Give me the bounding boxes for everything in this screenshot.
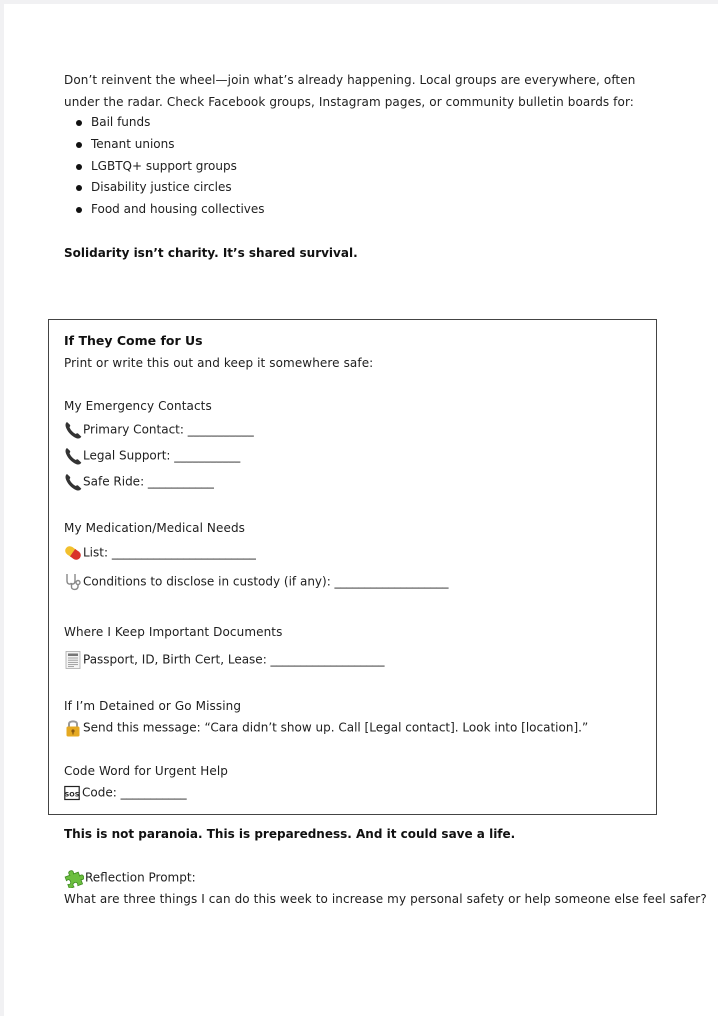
reflection-label: Reflection Prompt:: [85, 870, 196, 885]
phone-icon: [64, 472, 82, 492]
preparedness-statement: This is not paranoia. This is preparedness. And it could save a life.: [64, 827, 516, 841]
section-heading-detained: If I’m Detained or Go Missing: [64, 699, 242, 713]
list-item: Food and housing collectives: [64, 199, 265, 221]
list-item: LGBTQ+ support groups: [64, 156, 265, 178]
conditions-line: [64, 570, 449, 592]
contact-legal-line: [64, 444, 240, 466]
sos-icon-label: SOS: [64, 789, 80, 798]
code-word-text: Code: ___________: [82, 785, 187, 800]
pill-icon: [64, 543, 82, 563]
locked-icon: [64, 718, 82, 738]
puzzle-icon: [64, 868, 84, 888]
phone-icon: [64, 420, 82, 440]
detained-message-line: [64, 716, 588, 738]
medication-list-line: [64, 541, 256, 563]
phone-icon: [64, 446, 82, 466]
reflection-label-line: [64, 866, 196, 888]
sos-icon: [64, 783, 81, 803]
contact-primary-line: [64, 418, 254, 440]
newspaper-icon: [64, 650, 82, 670]
safety-plan-box: [48, 319, 657, 815]
section-heading-medical: My Medication/Medical Needs: [64, 521, 246, 535]
contact-primary-text: Primary Contact: ___________: [83, 422, 254, 437]
reflection-question: What are three things I can do this week to increase my personal safety or help someone else feel safer?: [64, 892, 707, 906]
detained-message-text: Send this message: “Cara didn’t show up. Call [Legal contact]. Look into [location].”: [83, 720, 589, 735]
stethoscope-icon: [64, 572, 82, 592]
solidarity-statement: Solidarity isn’t charity. It’s shared survival.: [64, 246, 358, 260]
group-types-list: [64, 112, 265, 221]
box-title: If They Come for Us: [64, 333, 203, 348]
documents-text: Passport, ID, Birth Cert, Lease: ___________________: [83, 652, 385, 667]
list-item: Bail funds: [64, 112, 265, 134]
section-heading-contacts: My Emergency Contacts: [64, 399, 212, 413]
contact-ride-text: Safe Ride: ___________: [83, 474, 214, 489]
code-word-line: [64, 781, 187, 803]
list-item: Disability justice circles: [64, 177, 265, 199]
contact-ride-line: [64, 470, 214, 492]
documents-line: [64, 648, 385, 670]
list-item: Tenant unions: [64, 134, 265, 156]
section-heading-code: Code Word for Urgent Help: [64, 764, 228, 778]
document-page: [4, 4, 718, 1016]
medication-list-text: List: ________________________: [83, 545, 256, 560]
section-heading-documents: Where I Keep Important Documents: [64, 625, 283, 639]
conditions-text: Conditions to disclose in custody (if any): ___________________: [83, 574, 449, 589]
box-subtitle: Print or write this out and keep it somewhere safe:: [64, 356, 374, 370]
intro-paragraph: Don’t reinvent the wheel—join what’s already happening. Local groups are everywhere, often under the radar. Check Facebook groups, Instagram pages, or community bulletin boards for:: [64, 73, 636, 109]
contact-legal-text: Legal Support: ___________: [83, 448, 241, 463]
